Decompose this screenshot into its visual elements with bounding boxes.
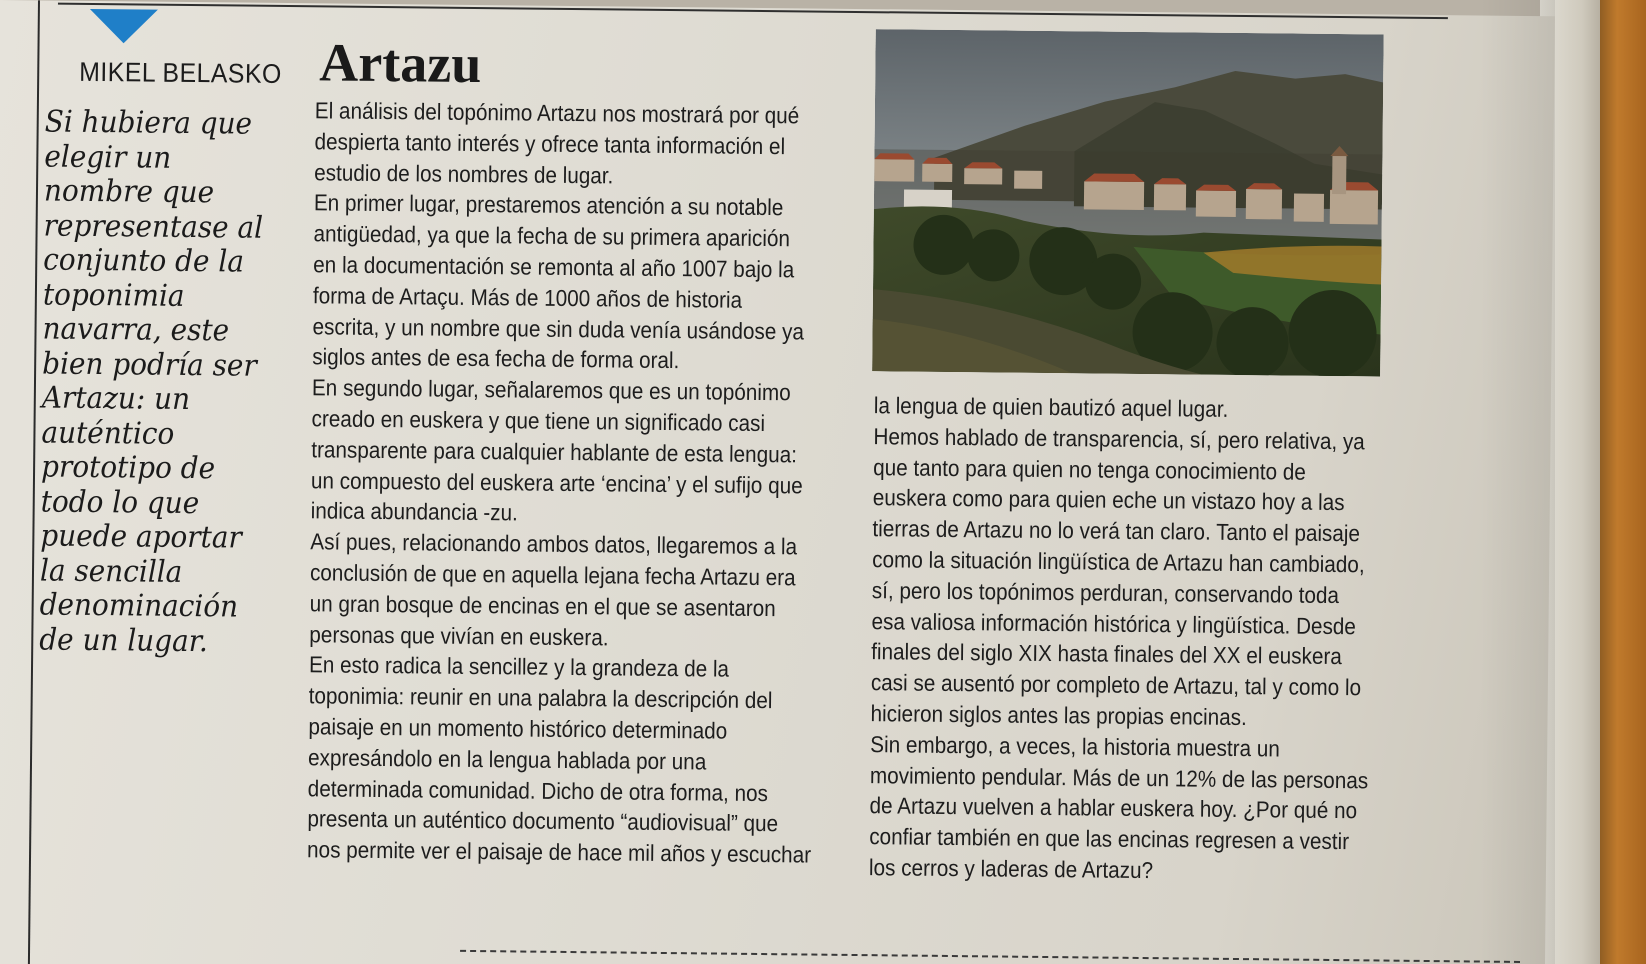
column1-line: forma de Artaçu. Más de 1000 años de historia — [312, 282, 743, 313]
column2-line: sí, pero los topónimos perduran, conservando toda — [871, 576, 1340, 608]
lead-line: auténtico — [41, 414, 175, 452]
column1-line: antigüedad, ya que la fecha de su primera aparición — [313, 220, 791, 252]
village-landscape-photo — [872, 29, 1384, 376]
lead-line: navarra, este — [42, 311, 230, 349]
column1-line: siglos antes de esa fecha de forma oral. — [312, 343, 680, 374]
column1-line: transparente para cualquier hablante de esta lengua: — [311, 436, 798, 468]
lead-line: toponimia — [42, 276, 185, 314]
lead-line: representase al — [43, 207, 264, 246]
column1-line: En esto radica la sencillez y la grandeza de la — [308, 651, 730, 683]
column1-line: escrita, y un nombre que sin duda venía usándose ya — [312, 312, 805, 345]
column2-line: la lengua de quien bautizó aquel lugar. — [873, 392, 1229, 422]
lead-line: denominación — [39, 587, 239, 625]
column1-line: Así pues, relacionando ambos datos, llegaremos a la — [310, 528, 798, 560]
column1-line: un compuesto del euskera arte ‘encina’ y el sufijo que — [310, 466, 803, 498]
section-marker-icon — [90, 9, 158, 44]
column2-line: como la situación lingüística de Artazu han cambiado, — [872, 546, 1365, 578]
lead-quote — [39, 105, 295, 660]
column1-line: determinada comunidad. Dicho de otra forma, nos — [307, 774, 769, 806]
column1-line: En primer lugar, prestaremos atención a su notable — [313, 189, 784, 221]
column1-line: En segundo lugar, señalaremos que es un topónimo — [311, 374, 791, 406]
lead-line: Si hubiera que — [44, 104, 253, 142]
body-column-1 — [307, 95, 875, 871]
column2-line: movimiento pendular. Más de un 12% de las personas — [869, 761, 1369, 793]
column2-line: confiar también en que las encinas regresen a vestir — [869, 823, 1350, 855]
column1-line: expresándolo en la lengua hablada por una — [307, 744, 707, 775]
article-title: Artazu — [319, 32, 482, 95]
column2-line: Hemos hablado de transparencia, sí, pero relativa, ya — [873, 422, 1365, 455]
column1-line: en la documentación se remonta al año 1007 bajo la — [313, 251, 795, 283]
author-name: MIKEL BELASKO — [79, 56, 282, 89]
lead-line: todo lo que — [40, 483, 200, 521]
column1-line: personas que vivían en euskera. — [309, 620, 609, 650]
lead-line: bien podría ser — [42, 345, 257, 384]
column2-line: que tanto para quien no tenga conocimiento de — [873, 453, 1307, 485]
column1-line: El análisis del topónimo Artazu nos mostrará por qué — [314, 97, 800, 129]
lead-line: nombre que — [43, 173, 215, 211]
column1-line: indica abundancia -zu. — [310, 497, 518, 526]
lead-line: de un lugar. — [39, 621, 209, 659]
wooden-surface — [1598, 0, 1646, 964]
column1-line: creado en euskera y que tiene un significado casi — [311, 405, 766, 437]
column2-line: euskera como para quien eche un vistazo hoy a las — [872, 484, 1345, 516]
column1-line: despierta tanto interés y ofrece tanta información el — [314, 128, 786, 160]
body-column-2 — [869, 390, 1428, 889]
lead-line: elegir un — [44, 138, 172, 176]
column2-line: finales del siglo XIX hasta finales del XX el euskera — [871, 638, 1342, 670]
column1-line: estudio de los nombres de lugar. — [314, 158, 614, 189]
column2-line: esa valiosa información histórica y lingüística. Desde — [871, 607, 1357, 639]
column2-line: casi se ausentó por completo de Artazu, tal y como lo — [870, 669, 1362, 701]
lead-line: prototipo de — [40, 449, 216, 487]
column2-line: de Artazu vuelven a hablar euskera hoy. ¿Por qué no — [869, 792, 1358, 824]
column1-line: presenta un auténtico documento “audiovisual” que — [307, 805, 779, 837]
lead-line: la sencilla — [39, 552, 183, 590]
column2-line: Sin embargo, a veces, la historia muestra un — [870, 730, 1280, 762]
column1-line: nos permite ver el paisaje de hace mil años y escuchar — [306, 836, 812, 868]
column2-line: hicieron siglos antes las propias encinas. — [870, 700, 1247, 731]
page-curl-shadow — [1480, 0, 1555, 964]
column1-line: paisaje en un momento histórico determinado — [308, 713, 728, 744]
column1-line: un gran bosque de encinas en el que se asentaron — [309, 590, 776, 621]
column2-line: los cerros y laderas de Artazu? — [868, 854, 1154, 884]
column1-line: conclusión de que en aquella lejana fecha Artazu era — [309, 559, 796, 591]
lead-line: puede aportar — [40, 518, 242, 556]
lead-line: Artazu: un — [41, 380, 191, 418]
column2-line: tierras de Artazu no lo verá tan claro. Tanto el paisaje — [872, 515, 1361, 547]
column1-line: toponimia: reunir en una palabra la descripción del — [308, 682, 773, 714]
lead-line: conjunto de la — [43, 242, 245, 280]
